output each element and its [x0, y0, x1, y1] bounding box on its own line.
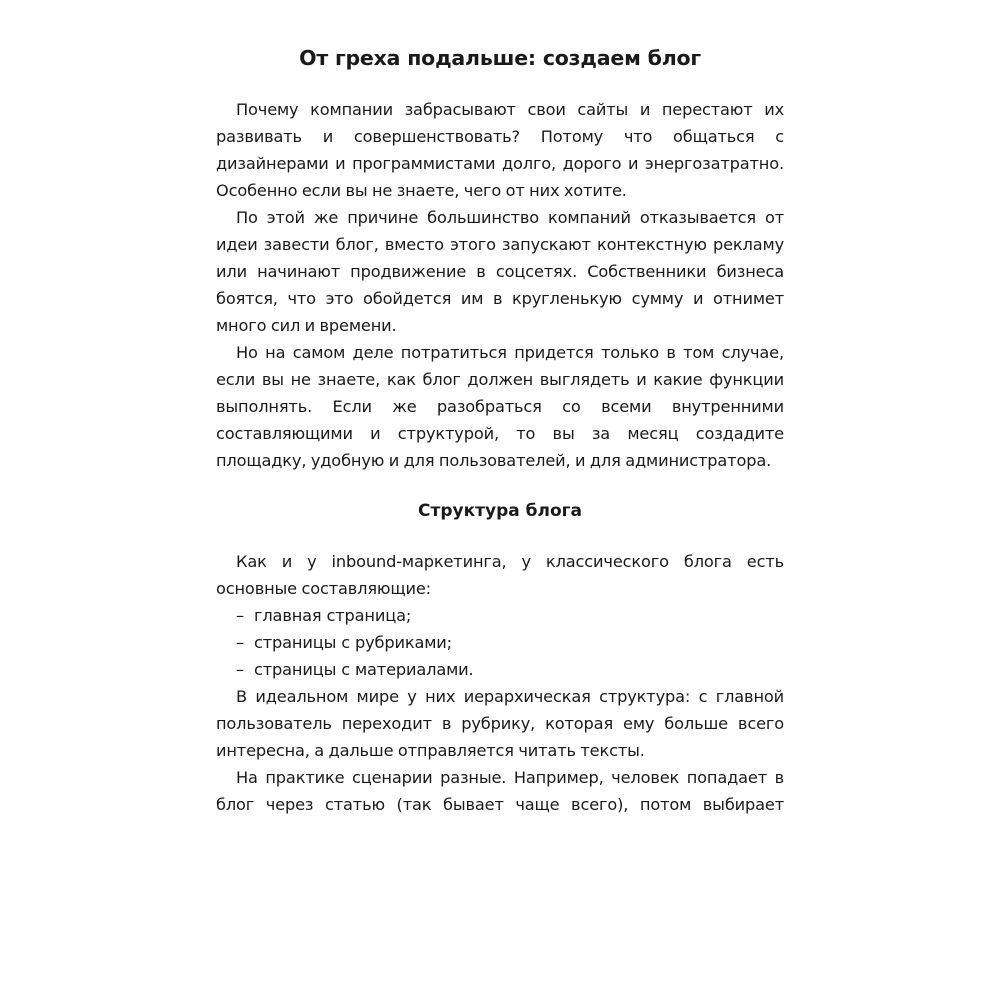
list-dash: –	[236, 660, 244, 679]
section-paragraph-2: На практике сценарии разные. Например, человек попадает в блог через статью (так бывает чаще всего), потом выбирает	[216, 768, 784, 814]
section-paragraph-1: В идеальном мире у них иерархическая структура: с главной пользователь переходит в рубрику, которая ему больше всего интересна, а дальше отправляется читать тексты.	[216, 687, 784, 760]
list-dash: –	[236, 633, 244, 652]
list-item-text: страницы с материалами.	[254, 660, 474, 679]
list-item-text: главная страница;	[254, 606, 412, 625]
list-dash: –	[236, 606, 244, 625]
section-intro-paragraph: Как и у inbound-маркетинга, у классического блога есть основные составляющие:	[216, 552, 784, 598]
intro-paragraph-3: Но на самом деле потратиться придется только в том случае, если вы не знаете, как блог должен выглядеть и какие функции выполнять. Если же разобраться со всеми внутренними составляющими и структурой, то вы за месяц создадите площадку, удобную и для пользователей, и для администратора.	[216, 343, 784, 470]
intro-paragraph-2: По этой же причине большинство компаний отказывается от идеи завести блог, вместо этого запускают контекстную рекламу или начинают продвижение в соцсетях. Собственники бизнеса боятся, что это обойдется им в кругленькую сумму и отнимет много сил и времени.	[216, 208, 784, 335]
section-title: Структура блога	[418, 501, 582, 521]
list-item-text: страницы с рубриками;	[254, 633, 452, 652]
intro-section	[216, 96, 784, 474]
page-title: От греха подальше: создаем блог	[299, 46, 701, 70]
list-item	[216, 656, 784, 683]
structure-section	[216, 548, 784, 818]
document-page	[216, 40, 784, 818]
intro-paragraph-1: Почему компании забрасывают свои сайты и перестают их развивать и совершенствовать? Потому что общаться с дизайнерами и программистами долго, дорого и энергозатратно. Особенно если вы не знаете, чего от них хотите.	[216, 100, 784, 200]
list-item	[216, 629, 784, 656]
list-item	[216, 602, 784, 629]
